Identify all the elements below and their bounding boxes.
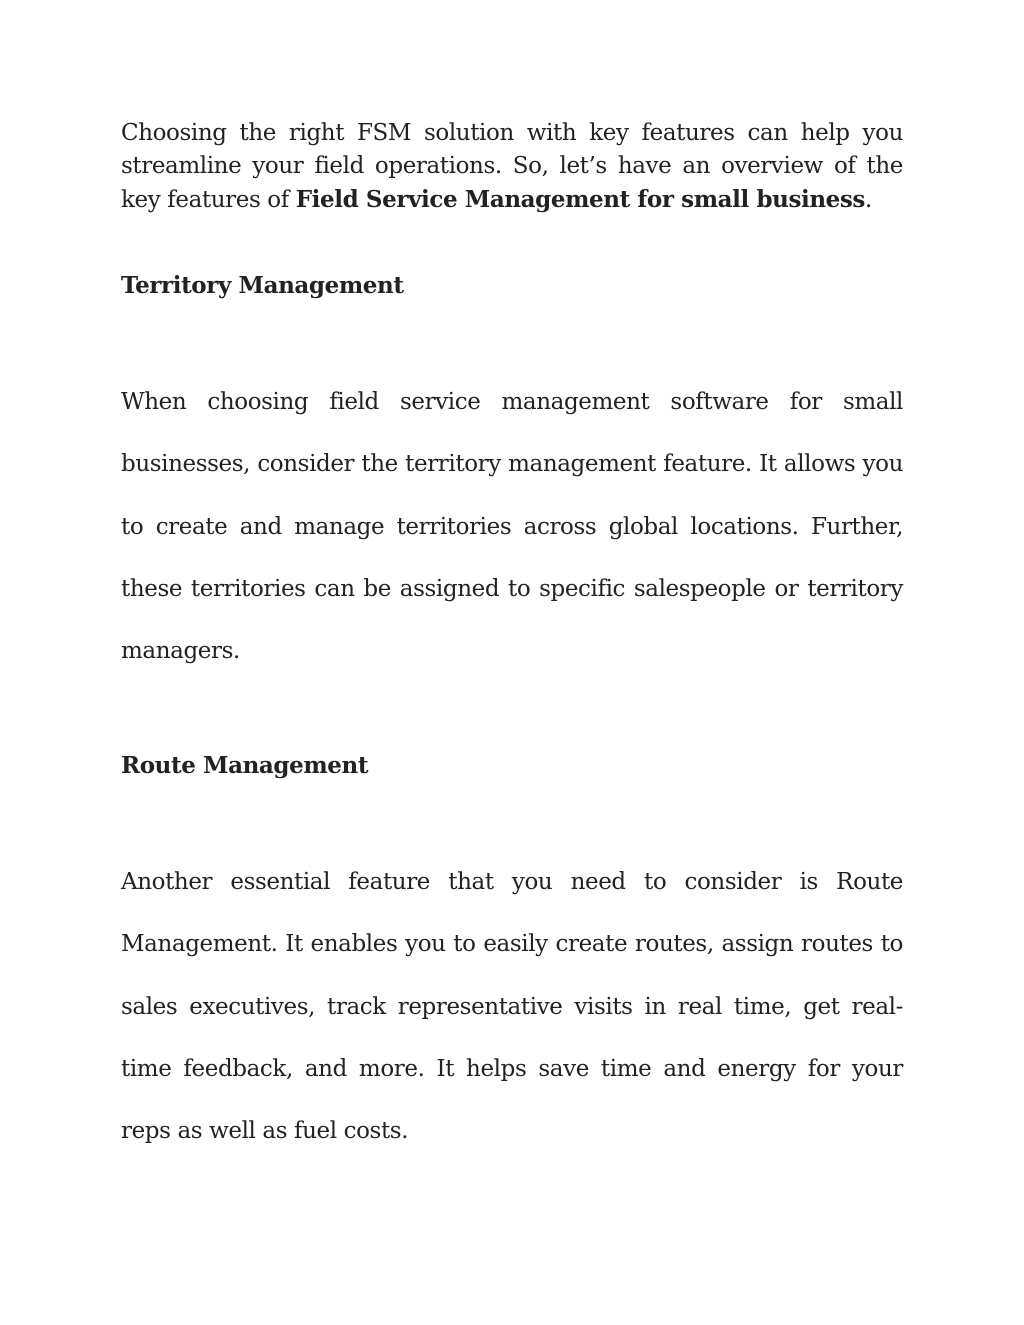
section-heading-route-management: Route Management <box>121 752 369 779</box>
intro-paragraph <box>121 117 903 217</box>
intro-text: Choosing the right FSM solution with key features can help you streamline your field operations. So, let’s have an overview of the key features of <box>121 120 903 213</box>
intro-bold-text: Field Service Management for small business <box>295 186 865 213</box>
intro-text-end: . <box>864 187 872 213</box>
section-body-territory-management: When choosing field service management software for small businesses, consider the territory management feature. It allows you to create and manage territories across global locations. Further, these territories can be assigned to specific salespeople or territory managers. <box>121 389 903 665</box>
section-heading-territory-management: Territory Management <box>121 272 404 299</box>
section-body-route-management: Another essential feature that you need to consider is Route Management. It enables you to easily create routes, assign routes to sales executives, track representative visits in real time, get real-time feedback, and more. It helps save time and energy for your reps as well as fuel costs. <box>121 869 903 1145</box>
